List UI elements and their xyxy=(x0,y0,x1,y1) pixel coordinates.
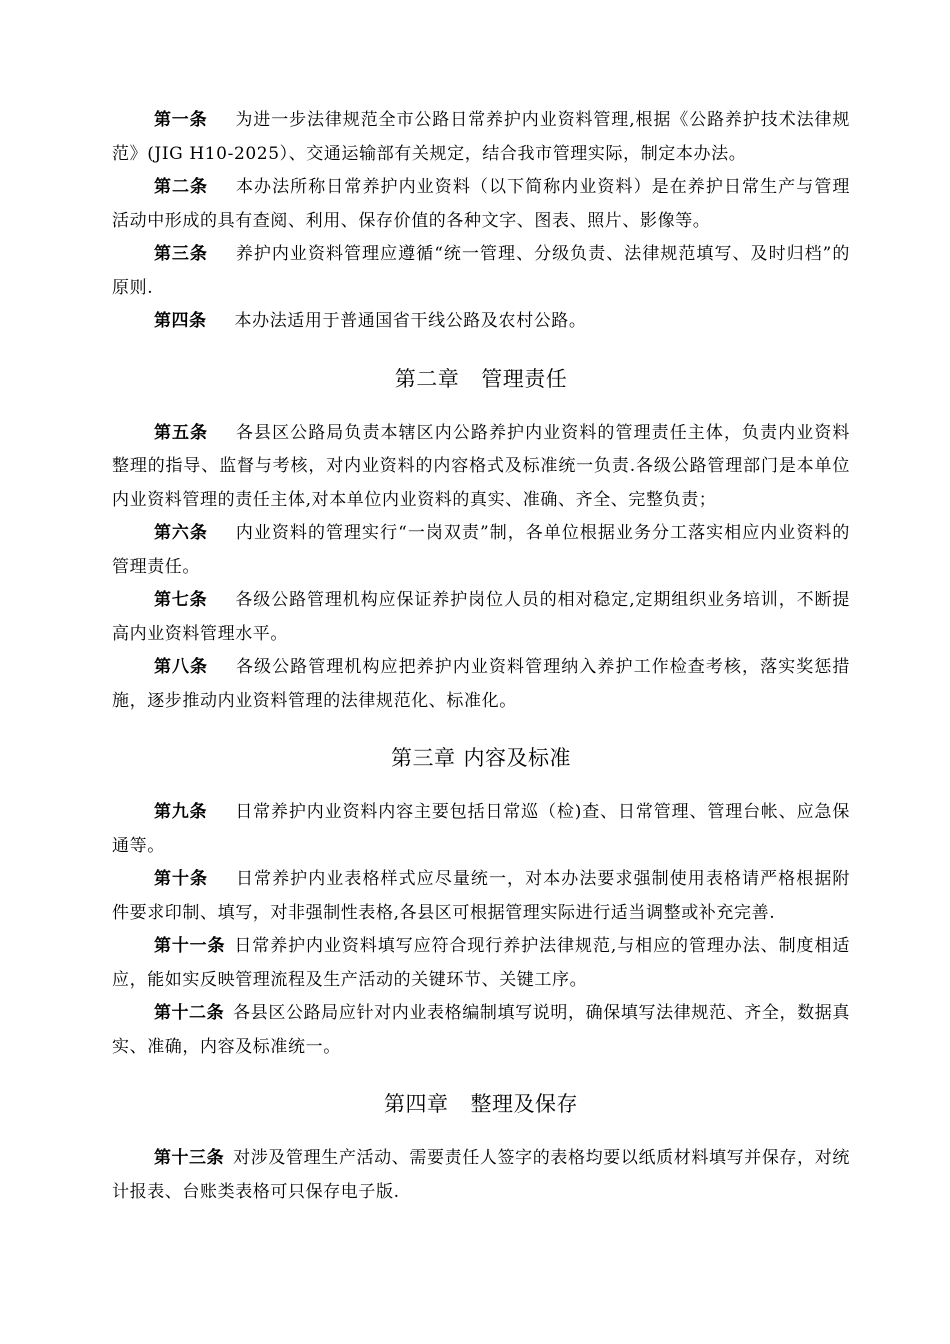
article-number: 第三条 xyxy=(154,244,208,264)
article-12 xyxy=(112,997,850,1064)
article-number: 第五条 xyxy=(154,422,208,443)
article-2 xyxy=(112,171,850,238)
article-text: 对涉及管理生产活动、需要责任人签字的表格均要以纸质材料填写并保存，对统计报表、台账类表格可只保存电子版. xyxy=(112,1148,851,1202)
article-number: 第十一条 xyxy=(154,936,226,956)
article-3 xyxy=(112,238,850,305)
chapter-number: 第二章 xyxy=(394,366,460,391)
article-number: 第一条 xyxy=(154,110,208,130)
chapter-title: 管理责任 xyxy=(481,366,568,391)
chapter-title: 整理及保存 xyxy=(470,1092,578,1116)
article-text: 日常养护内业表格样式应尽量统一，对本办法要求强制使用表格请严格根据附件要求印制、填写，对非强制性表格,各县区可根据管理实际进行适当调整或补充完善. xyxy=(112,869,851,923)
article-number: 第二条 xyxy=(154,177,208,197)
chapter-heading-2 xyxy=(112,363,850,395)
article-number: 第八条 xyxy=(154,657,208,677)
chapter-heading-4 xyxy=(112,1088,850,1120)
article-8 xyxy=(112,651,850,718)
article-number: 第九条 xyxy=(154,802,208,822)
article-text: 各级公路管理机构应把养护内业资料管理纳入养护工作检查考核，落实奖惩措施，逐步推动内业资料管理的法律规范化、标准化。 xyxy=(112,657,851,711)
article-number: 第四条 xyxy=(154,311,207,331)
article-4 xyxy=(112,305,850,339)
article-text: 各级公路管理机构应保证养护岗位人员的相对稳定,定期组织业务培训，不断提高内业资料管理水平。 xyxy=(112,590,851,644)
article-text: 本办法适用于普通国省干线公路及农村公路。 xyxy=(234,311,587,331)
article-7 xyxy=(112,584,850,651)
article-5 xyxy=(112,417,850,518)
article-number: 第十二条 xyxy=(154,1003,225,1023)
article-number: 第十三条 xyxy=(154,1148,225,1168)
article-1 xyxy=(112,104,850,171)
article-number: 第七条 xyxy=(154,590,208,610)
article-text: 各县区公路局应针对内业表格编制填写说明，确保填写法律规范、齐全，数据真实、准确，内容及标准统一。 xyxy=(112,1003,851,1057)
article-text: 为进一步法律规范全市公路日常养护内业资料管理,根据《公路养护技术法律规范》(JIG H10-2025）、交通运输部有关规定，结合我市管理实际，制定本办法。 xyxy=(112,110,851,164)
chapter-number: 第四章 xyxy=(384,1092,449,1116)
article-text: 日常养护内业资料内容主要包括日常巡（检)查、日常管理、管理台帐、应急保通等。 xyxy=(112,802,851,856)
article-13 xyxy=(112,1142,850,1209)
article-text: 各县区公路局负责本辖区内公路养护内业资料的管理责任主体，负责内业资料整理的指导、监督与考核，对内业资料的内容格式及标准统一负责.各级公路管理部门是本单位内业资料管理的责任主体,对本单位内业资料的真实、准确、齐全、完整负责； xyxy=(112,422,851,510)
article-text: 养护内业资料管理应遵循“统一管理、分级负责、法律规范填写、及时归档”的原则. xyxy=(112,244,850,298)
article-11 xyxy=(112,930,850,997)
chapter-heading-3 xyxy=(112,742,850,774)
chapter-number: 第三章 xyxy=(391,746,456,770)
article-number: 第十条 xyxy=(154,869,208,889)
article-6 xyxy=(112,517,850,584)
article-text: 日常养护内业资料填写应符合现行养护法律规范,与相应的管理办法、制度相适应，能如实反映管理流程及生产活动的关键环节、关键工序。 xyxy=(112,936,850,990)
article-9 xyxy=(112,796,850,863)
article-10 xyxy=(112,863,850,930)
article-text: 本办法所称日常养护内业资料（以下简称内业资料）是在养护日常生产与管理活动中形成的具有查阅、利用、保存价值的各种文字、图表、照片、影像等。 xyxy=(112,177,851,231)
article-text: 内业资料的管理实行“一岗双责”制，各单位根据业务分工落实相应内业资料的管理责任。 xyxy=(112,523,850,577)
chapter-title: 内容及标准 xyxy=(463,746,571,770)
article-number: 第六条 xyxy=(154,523,208,543)
